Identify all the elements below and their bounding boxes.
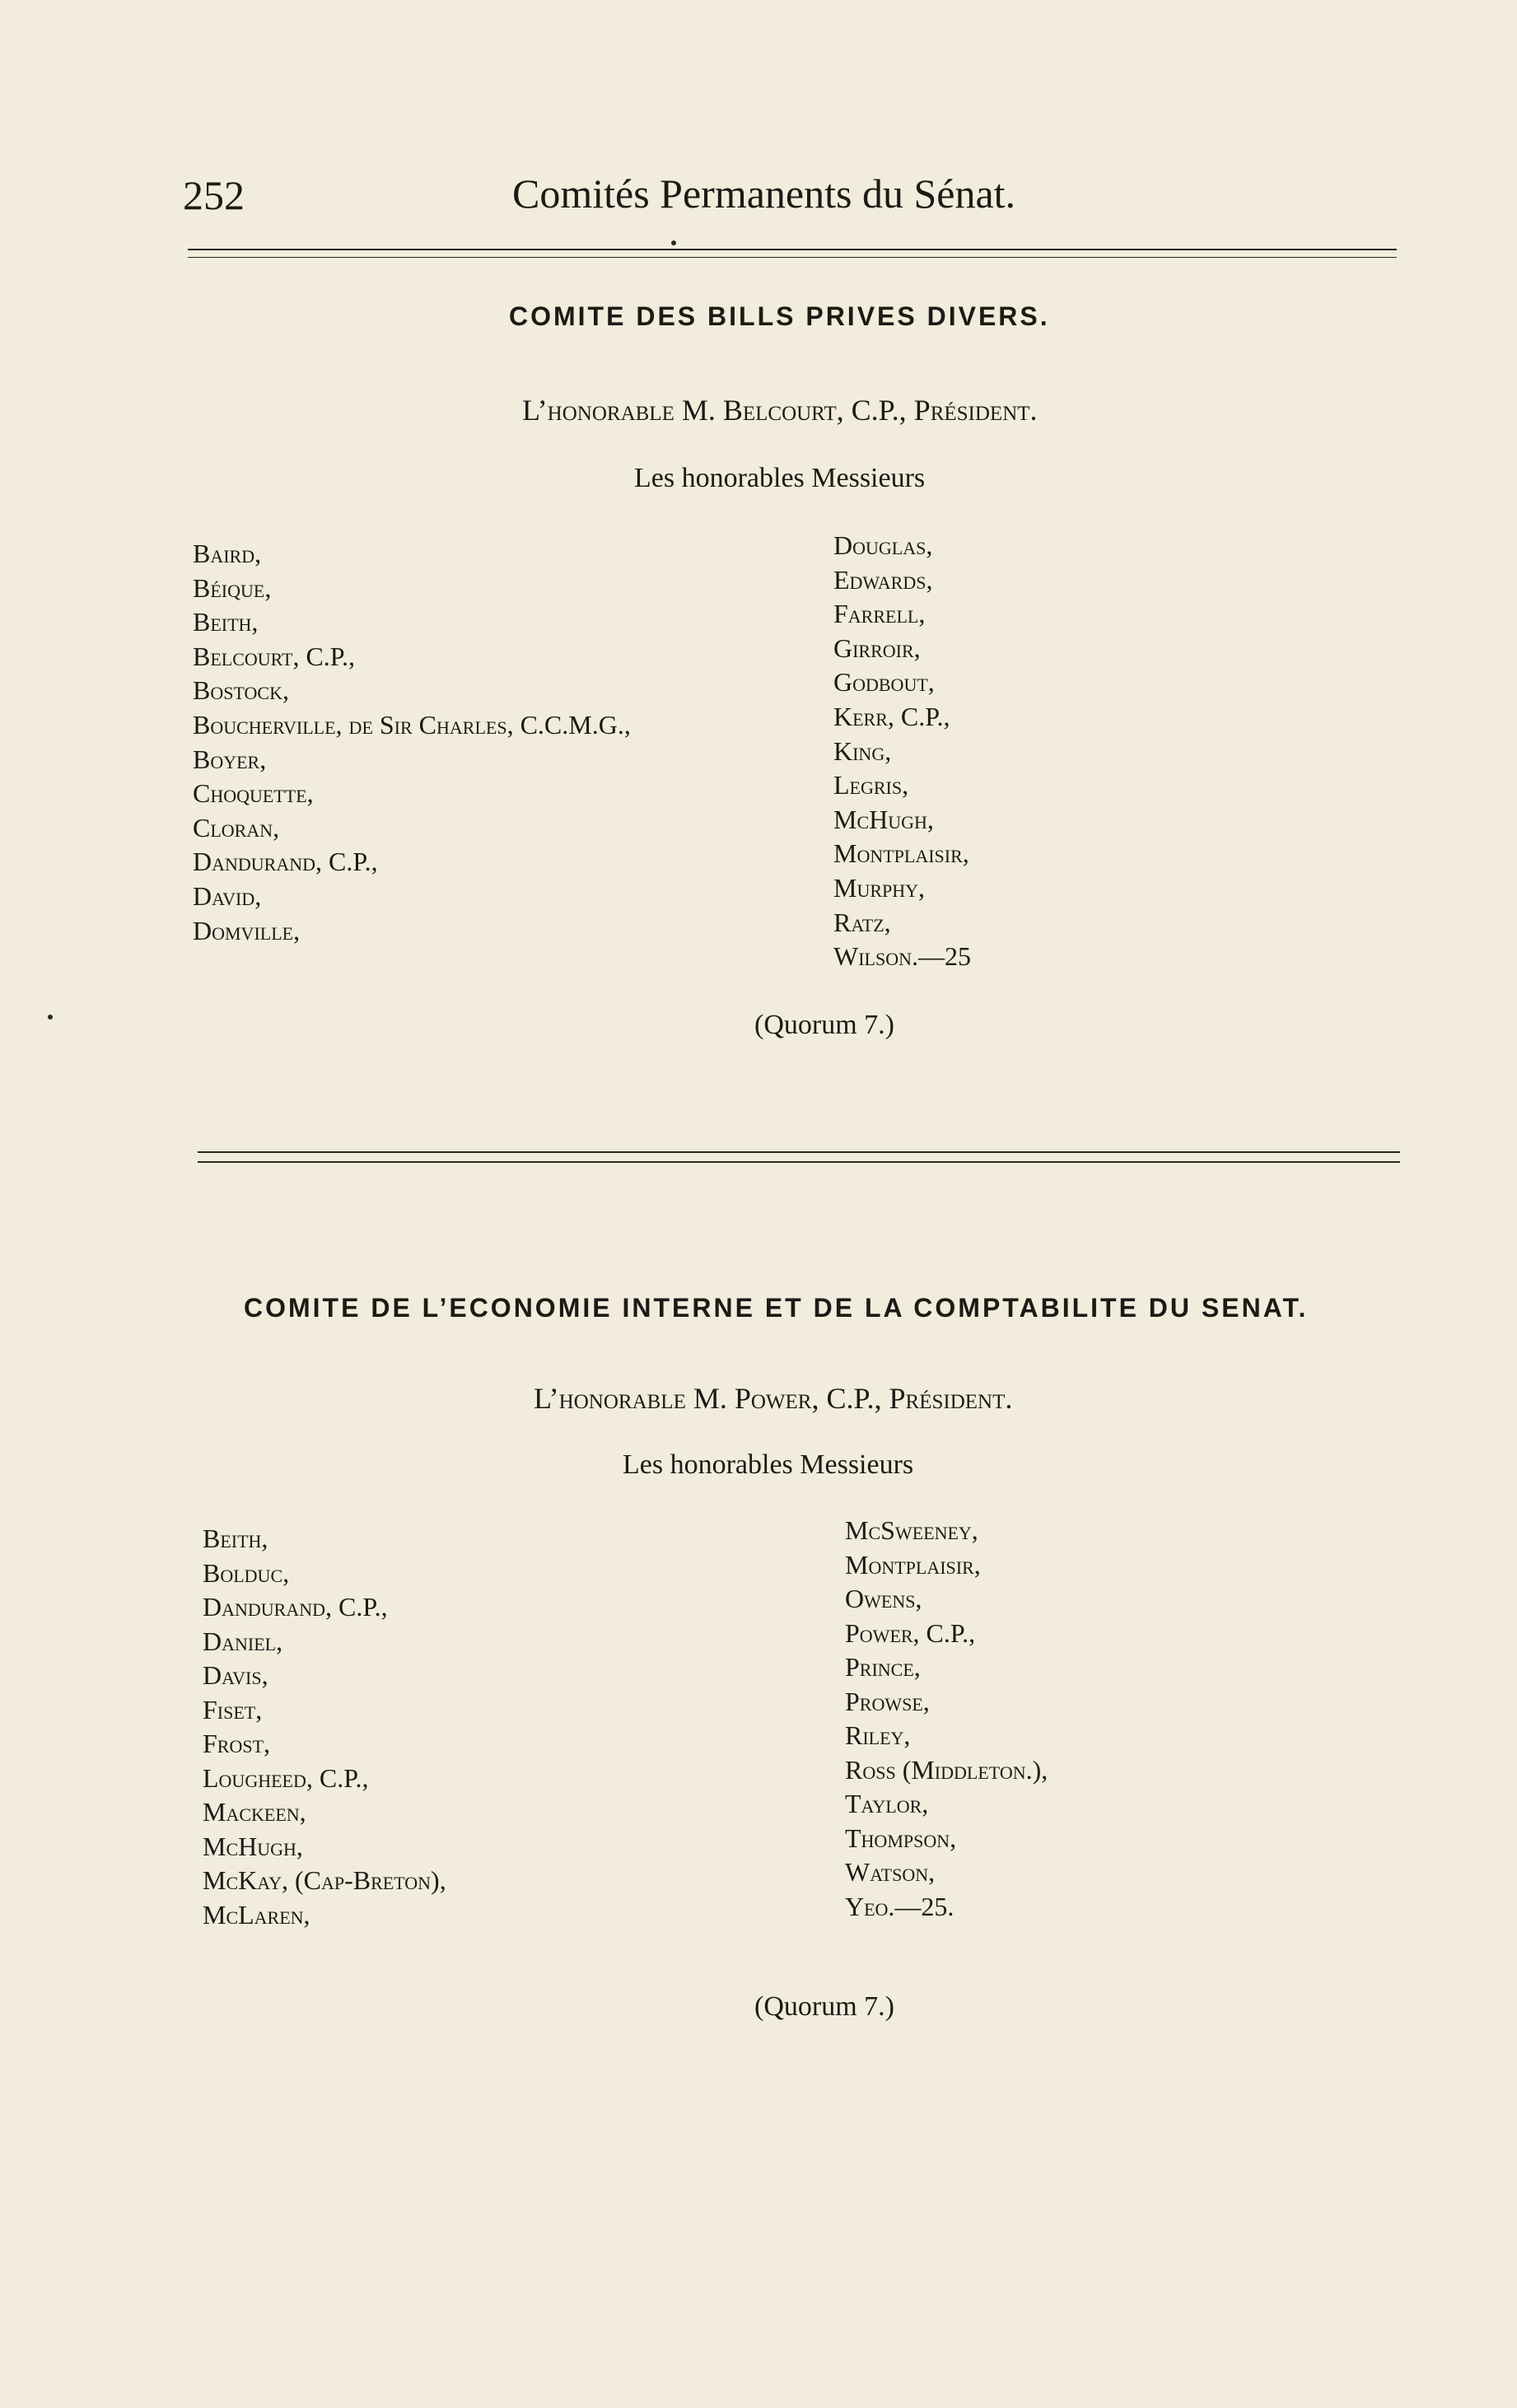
member-name: Girroir, bbox=[833, 632, 921, 663]
member-name: Beith, bbox=[203, 1524, 268, 1553]
section-rule-bottom bbox=[198, 1161, 1400, 1163]
member-name: Bolduc, bbox=[203, 1557, 290, 1588]
member-name: Boucherville, de Sir Charles, C.C.M.G., bbox=[193, 709, 631, 740]
member-name: Daniel, bbox=[203, 1626, 283, 1656]
committee-title: COMITE DE L’ECONOMIE INTERNE ET DE LA COMPTABILITE DU SENAT. bbox=[244, 1293, 1309, 1323]
member-name: Frost, bbox=[203, 1729, 271, 1758]
section-rule-top bbox=[198, 1151, 1400, 1153]
member-name: Montplaisir, bbox=[845, 1549, 981, 1580]
member-name: Wilson.—25 bbox=[833, 941, 971, 972]
member-name: Domville, bbox=[193, 915, 301, 945]
stray-mark-dot bbox=[48, 1015, 53, 1020]
member-list-right bbox=[845, 1514, 1048, 1924]
member-name: Taylor, bbox=[845, 1789, 929, 1818]
member-name: Mackeen, bbox=[203, 1797, 306, 1827]
member-name: McKay, (Cap-Breton), bbox=[203, 1865, 446, 1895]
member-name: McLaren, bbox=[203, 1899, 310, 1930]
member-name: Thompson, bbox=[845, 1822, 957, 1853]
member-name: Fiset, bbox=[203, 1694, 263, 1724]
header-rule-bottom bbox=[188, 257, 1397, 258]
member-name: Prince, bbox=[845, 1652, 921, 1682]
member-name: Power, C.P., bbox=[845, 1617, 976, 1648]
member-name: Montplaisir, bbox=[833, 838, 969, 869]
committee-president: L’honorable M. Power, C.P., Président. bbox=[534, 1382, 1013, 1415]
quorum-note: (Quorum 7.) bbox=[754, 1991, 894, 2022]
member-name: Ratz, bbox=[833, 907, 891, 937]
ornament-dot bbox=[671, 240, 676, 245]
member-name: Kerr, C.P., bbox=[833, 701, 950, 731]
member-name: Lougheed, C.P., bbox=[203, 1762, 369, 1793]
member-name: Boyer, bbox=[193, 744, 267, 774]
member-name: Dandurand, C.P., bbox=[193, 847, 378, 877]
member-name: Prowse, bbox=[845, 1686, 930, 1716]
member-name: Godbout, bbox=[833, 667, 935, 698]
member-name: Belcourt, C.P., bbox=[193, 641, 356, 671]
member-name: McSweeney, bbox=[845, 1515, 978, 1545]
member-name: Murphy, bbox=[833, 872, 926, 903]
member-name: Watson, bbox=[845, 1857, 936, 1887]
header-rule-top bbox=[188, 249, 1397, 250]
member-name: Douglas, bbox=[833, 530, 933, 560]
members-heading: Les honorables Messieurs bbox=[634, 463, 926, 493]
member-name: Edwards, bbox=[833, 564, 933, 595]
member-name: Choquette, bbox=[193, 778, 314, 809]
page-number: 252 bbox=[183, 172, 245, 218]
member-name: Riley, bbox=[845, 1720, 911, 1750]
member-name: Farrell, bbox=[833, 599, 926, 629]
member-name: Cloran, bbox=[193, 812, 280, 842]
member-list-left bbox=[193, 537, 631, 948]
member-name: Legris, bbox=[833, 770, 909, 800]
member-name: Beith, bbox=[193, 607, 259, 637]
members-heading: Les honorables Messieurs bbox=[623, 1449, 914, 1480]
committee-title: COMITE DES BILLS PRIVES DIVERS. bbox=[509, 301, 1050, 331]
member-name: McHugh, bbox=[203, 1831, 303, 1861]
member-name: Yeo.—25. bbox=[845, 1891, 955, 1921]
member-name: Owens, bbox=[845, 1584, 922, 1613]
member-name: King, bbox=[833, 735, 892, 766]
member-name: Davis, bbox=[203, 1660, 268, 1690]
member-name: Ross (Middleton.), bbox=[845, 1754, 1048, 1785]
member-name: McHugh, bbox=[833, 804, 934, 834]
member-name: Baird, bbox=[193, 539, 262, 568]
quorum-note: (Quorum 7.) bbox=[754, 1010, 894, 1040]
member-name: Béique, bbox=[193, 572, 272, 603]
member-name: David, bbox=[193, 880, 262, 911]
committee-president: L’honorable M. Belcourt, C.P., Président. bbox=[522, 394, 1038, 427]
member-name: Dandurand, C.P., bbox=[203, 1592, 388, 1622]
running-title: Comités Permanents du Sénat. bbox=[512, 170, 1016, 217]
member-list-left bbox=[203, 1522, 446, 1932]
member-name: Bostock, bbox=[193, 675, 289, 706]
member-list-right bbox=[833, 529, 971, 974]
